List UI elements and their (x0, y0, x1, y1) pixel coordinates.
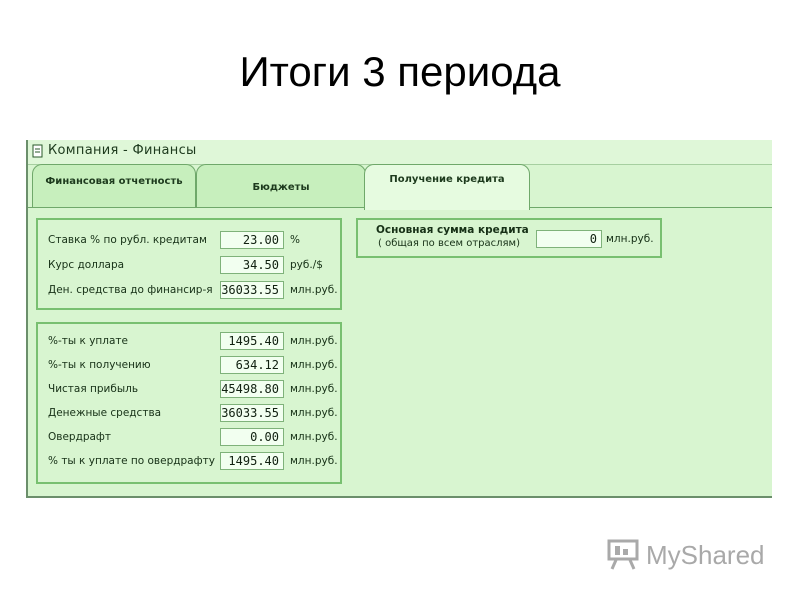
tab-label: Получение кредита (389, 174, 505, 185)
cash-before-financing-field[interactable]: 36033.55 (220, 281, 284, 299)
result-row (38, 379, 340, 401)
interest-payable-field[interactable]: 1495.40 (220, 332, 284, 350)
presentation-board-icon (606, 538, 640, 570)
row-unit: млн.руб. (290, 455, 338, 467)
row-label: Курс доллара (48, 259, 125, 271)
result-row (38, 331, 340, 353)
watermark-text: MyShared (646, 540, 765, 570)
interest-receivable-field[interactable]: 634.12 (220, 356, 284, 374)
row-label: Ден. средства до финансир-я (48, 284, 213, 296)
overdraft-field[interactable]: 0.00 (220, 428, 284, 446)
result-row (38, 451, 340, 473)
exchange-rate-field[interactable]: 34.50 (220, 256, 284, 274)
row-unit: млн.руб. (290, 335, 338, 347)
result-row (38, 427, 340, 449)
tab-label: Финансовая отчетность (45, 176, 183, 187)
row-unit: млн.руб. (290, 407, 338, 419)
row-unit: % (290, 234, 300, 246)
document-icon (32, 144, 44, 158)
param-row (38, 230, 340, 252)
row-label: Денежные средства (48, 407, 162, 419)
window-title: Компания - Финансы (48, 143, 197, 158)
row-label: Ставка % по рубл. кредитам (48, 234, 207, 246)
row-label: %-ты к уплате (48, 335, 128, 347)
tab-financial-reports[interactable] (32, 164, 196, 208)
tab-label: Бюджеты (252, 182, 310, 193)
tab-loan[interactable] (364, 164, 530, 210)
finance-window (26, 140, 772, 498)
row-unit: млн.руб. (290, 431, 338, 443)
row-label: %-ты к получению (48, 359, 151, 371)
rate-field[interactable]: 23.00 (220, 231, 284, 249)
credit-unit: млн.руб. (606, 233, 654, 245)
row-unit: млн.руб. (290, 383, 338, 395)
net-profit-field[interactable]: 45498.80 (220, 380, 284, 398)
slide-title: Итоги 3 периода (239, 48, 561, 95)
tab-budgets[interactable] (196, 164, 366, 208)
results-panel (36, 322, 342, 484)
credit-panel (356, 218, 662, 258)
window-titlebar[interactable] (28, 140, 772, 165)
credit-sublabel: ( общая по всем отраслям) (378, 238, 520, 249)
cash-field[interactable]: 36033.55 (220, 404, 284, 422)
param-row (38, 280, 340, 302)
row-unit: млн.руб. (290, 359, 338, 371)
params-panel (36, 218, 342, 310)
row-label: Чистая прибыль (48, 383, 139, 395)
result-row (38, 403, 340, 425)
overdraft-interest-field[interactable]: 1495.40 (220, 452, 284, 470)
row-unit: млн.руб. (290, 284, 338, 296)
credit-label: Основная сумма кредита (376, 224, 529, 236)
credit-amount-input[interactable]: 0 (536, 230, 602, 248)
param-row (38, 255, 340, 277)
row-label: % ты к уплате по овердрафту (48, 455, 215, 467)
row-label: Овердрафт (48, 431, 112, 443)
result-row (38, 355, 340, 377)
row-unit: руб./$ (290, 259, 323, 271)
